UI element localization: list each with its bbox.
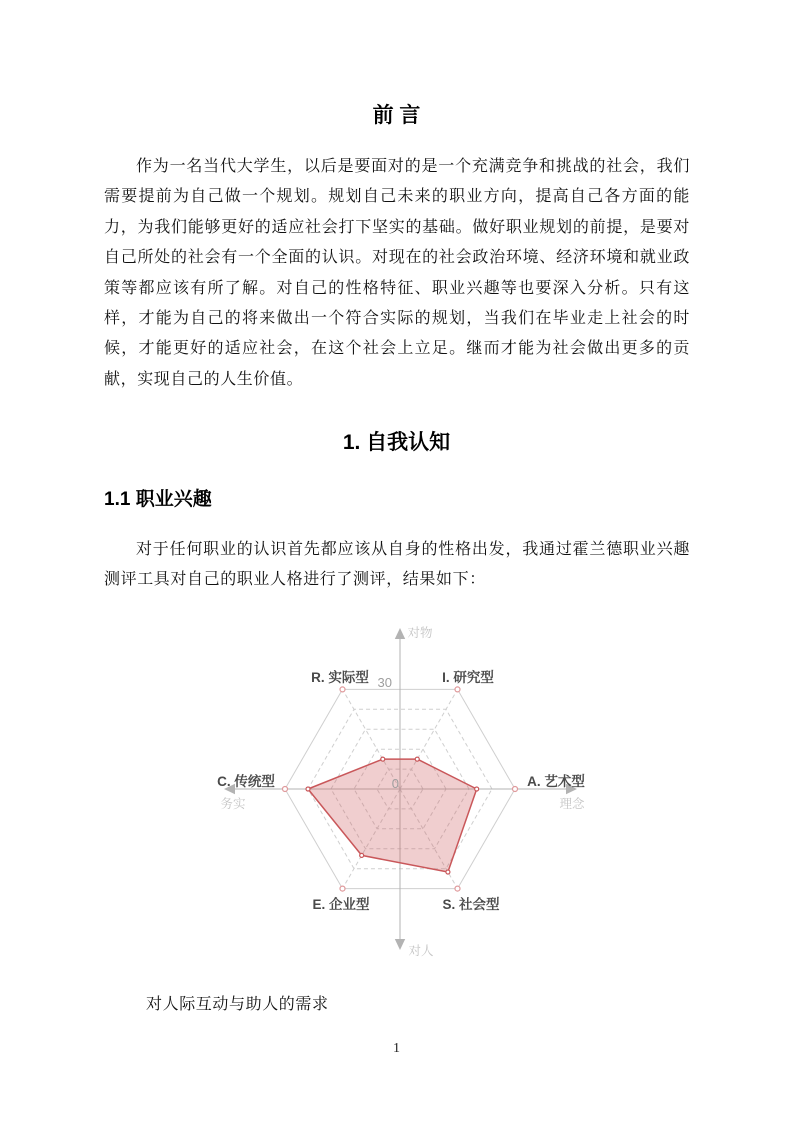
direction-label-left: 务实 <box>220 797 246 811</box>
category-label-1: I. 研究型 <box>442 670 494 685</box>
section-1-1-title: 1.1 职业兴趣 <box>104 489 212 510</box>
data-point-marker-1 <box>415 757 419 761</box>
preface-title: 前 言 <box>372 104 421 127</box>
holland-radar-chart-container <box>0 615 793 965</box>
axis-vertex-marker-3 <box>455 886 460 891</box>
up-arrow-icon <box>395 628 405 639</box>
tick-label-min: 0 <box>391 776 399 791</box>
axis-vertex-marker-1 <box>455 687 460 692</box>
section-1-title: 1. 自我认知 <box>342 431 451 454</box>
direction-label-right: 理念 <box>559 797 585 811</box>
direction-label-top: 对物 <box>407 626 433 640</box>
down-arrow-icon <box>395 939 405 950</box>
data-point-marker-4 <box>360 853 364 857</box>
axis-vertex-marker-5 <box>283 787 288 792</box>
axis-vertex-marker-4 <box>340 886 345 891</box>
holland-radar-chart <box>0 615 793 965</box>
tick-label-max: 30 <box>377 675 392 690</box>
page-number: 1 <box>393 1041 400 1056</box>
data-point-marker-2 <box>475 787 479 791</box>
section-1-1-paragraph: 对于任何职业的认识首先都应该从自身的性格出发，我通过霍兰德职业兴趣测评工具对自己的职业人格进行了测评，结果如下： <box>104 541 690 589</box>
category-label-5: C. 传统型 <box>217 774 275 789</box>
category-label-3: S. 社会型 <box>442 897 500 912</box>
data-point-marker-3 <box>446 870 450 874</box>
axis-vertex-marker-0 <box>340 687 345 692</box>
chart-caption: 对人际互动与助人的需求 <box>146 996 329 1013</box>
data-point-marker-5 <box>306 787 310 791</box>
category-label-0: R. 实际型 <box>311 670 369 685</box>
category-label-4: E. 企业型 <box>312 897 370 912</box>
axis-vertex-marker-2 <box>513 787 518 792</box>
direction-label-bottom: 对人 <box>408 944 434 958</box>
data-point-marker-0 <box>381 757 385 761</box>
category-label-2: A. 艺术型 <box>527 774 585 789</box>
preface-paragraph: 作为一名当代大学生，以后是要面对的是一个充满竞争和挑战的社会，我们需要提前为自己做一个规划。规划自己未来的职业方向，提高自己各方面的能力，为我们能够更好的适应社会打下坚实的基础。做好职业规划的前提，是要对自己所处的社会有一个全面的认识。对现在的社会政治环境、经济环境和就业政策等都应该有所了解。对自己的性格特征、职业兴趣等也要深入分析。只有这样，才能为自己的将来做出一个符合实际的规划，当我们在毕业走上社会的时候，才能更好的适应社会，在这个社会上立足。继而才能为社会做出更多的贡献，实现自己的人生价值。 <box>104 158 690 388</box>
